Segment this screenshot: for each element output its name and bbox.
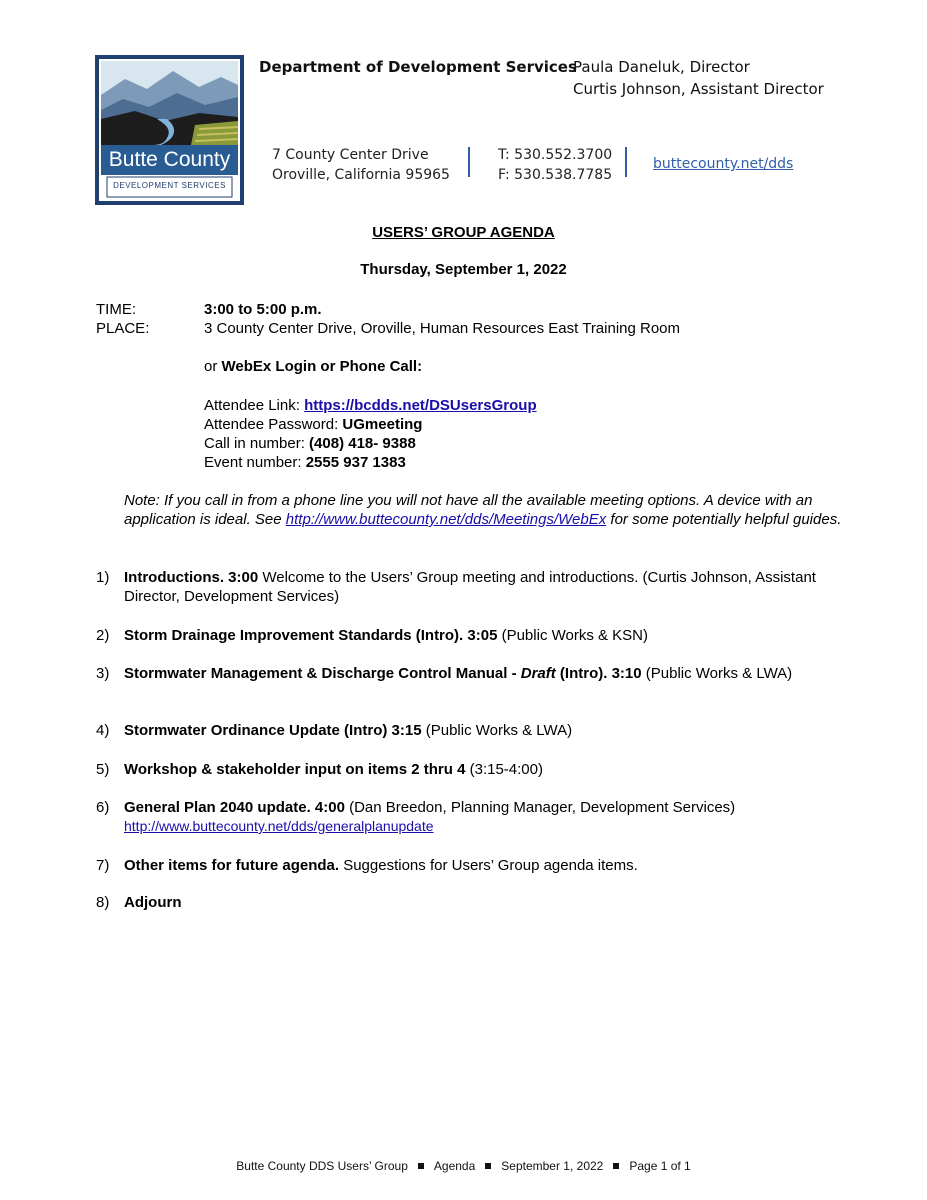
footer-page: Page 1 of 1 xyxy=(629,1159,691,1173)
call-in-line xyxy=(204,434,416,453)
note-text-end: for some potentially helpful guides. xyxy=(606,511,842,528)
time-label: TIME: xyxy=(96,301,136,318)
director-name: Paula Daneluk, Director xyxy=(573,58,750,76)
address-line-1: 7 County Center Drive xyxy=(272,147,429,163)
item-heading: Adjourn xyxy=(124,894,182,911)
item-detail: (Public Works & LWA) xyxy=(641,665,793,682)
general-plan-link[interactable]: http://www.buttecounty.net/dds/generalplanupdate xyxy=(124,818,434,834)
bullet-icon xyxy=(418,1163,424,1169)
item-number: 7) xyxy=(96,857,110,874)
assistant-director-name: Curtis Johnson, Assistant Director xyxy=(573,80,824,98)
item-heading: Stormwater Management & Discharge Control Manual - xyxy=(124,665,521,682)
agenda-item xyxy=(124,856,839,875)
event-number: 2555 937 1383 xyxy=(305,454,406,471)
agenda-item xyxy=(124,568,839,606)
time-value: 3:00 to 5:00 p.m. xyxy=(204,301,322,318)
page-footer xyxy=(0,1159,927,1173)
item-heading: Storm Drainage Improvement Standards (Intro). 3:05 xyxy=(124,627,498,644)
item-number: 3) xyxy=(96,665,110,682)
attendee-password-line xyxy=(204,415,422,434)
website-link[interactable]: buttecounty.net/dds xyxy=(653,156,794,172)
item-detail: (Dan Breedon, Planning Manager, Development Services) xyxy=(344,799,736,816)
item-heading: Stormwater Ordinance Update (Intro) 3:15 xyxy=(124,722,422,739)
item-number: 6) xyxy=(96,799,110,816)
header-divider xyxy=(468,147,470,177)
agenda-item xyxy=(124,721,839,740)
attendee-link[interactable]: https://bcdds.net/DSUsersGroup xyxy=(304,397,537,414)
agenda-title: USERS’ GROUP AGENDA xyxy=(372,224,555,241)
item-heading: Introductions. 3:00 xyxy=(124,569,259,586)
department-name: Department of Development Services xyxy=(259,58,577,76)
header-divider xyxy=(625,147,627,177)
place-label: PLACE: xyxy=(96,320,150,337)
agenda-item xyxy=(124,760,839,779)
item-heading: Workshop & stakeholder input on items 2 thru 4 xyxy=(124,761,466,778)
item-number: 5) xyxy=(96,761,110,778)
attendee-link-line xyxy=(204,396,537,415)
agenda-item xyxy=(124,626,839,645)
phone-number: T: 530.552.3700 xyxy=(498,147,613,163)
phone-note xyxy=(124,491,844,529)
attendee-password: UGmeeting xyxy=(342,416,423,433)
footer-doc: Agenda xyxy=(433,1159,476,1173)
note-text: Note: If you call in from a phone line you will not have all the available meeting options. A device with an application is ideal. See xyxy=(124,492,813,528)
item-detail: (3:15-4:00) xyxy=(465,761,543,778)
item-number: 8) xyxy=(96,894,110,911)
item-heading: General Plan 2040 update. 4:00 xyxy=(124,799,345,816)
fax-number: F: 530.538.7785 xyxy=(498,167,613,183)
item-detail: (Public Works & LWA) xyxy=(421,722,573,739)
call-in-label: Call in number: xyxy=(204,435,310,452)
attendee-password-label: Attendee Password: xyxy=(204,416,343,433)
item-heading: Other items for future agenda. xyxy=(124,857,340,874)
item-detail: (Public Works & KSN) xyxy=(497,627,649,644)
place-value: 3 County Center Drive, Oroville, Human Resources East Training Room xyxy=(204,320,681,337)
item-heading-time: (Intro). 3:10 xyxy=(555,665,642,682)
item-number: 2) xyxy=(96,627,110,644)
agenda-date: Thursday, September 1, 2022 xyxy=(360,261,567,278)
agenda-item xyxy=(124,664,839,683)
event-number-line xyxy=(204,453,406,472)
address-line-2: Oroville, California 95965 xyxy=(272,167,450,183)
webex-heading-text: WebEx Login or Phone Call: xyxy=(221,358,423,375)
item-number: 1) xyxy=(96,569,110,586)
item-number: 4) xyxy=(96,722,110,739)
agenda-item xyxy=(124,798,839,836)
or-prefix: or xyxy=(204,358,222,375)
logo-name: Butte County xyxy=(108,148,231,171)
webex-heading xyxy=(204,357,422,376)
footer-group: Butte County DDS Users’ Group xyxy=(236,1159,408,1173)
bullet-icon xyxy=(613,1163,619,1169)
logo-subtitle: DEVELOPMENT SERVICES xyxy=(113,181,226,190)
webex-guides-link[interactable]: http://www.buttecounty.net/dds/Meetings/WebEx xyxy=(285,511,607,528)
item-heading-draft: Draft xyxy=(520,665,556,682)
call-in-number: (408) 418- 9388 xyxy=(309,435,416,452)
item-detail: Welcome to the Users’ Group meeting and introductions. (Curtis Johnson, Assistant Director, Development Services) xyxy=(124,569,816,605)
footer-date: September 1, 2022 xyxy=(501,1159,604,1173)
item-detail: Suggestions for Users’ Group agenda items. xyxy=(339,857,638,874)
event-number-label: Event number: xyxy=(204,454,306,471)
bullet-icon xyxy=(485,1163,491,1169)
attendee-link-label: Attendee Link: xyxy=(204,397,305,414)
butte-county-logo xyxy=(95,55,244,205)
agenda-item xyxy=(124,893,839,912)
